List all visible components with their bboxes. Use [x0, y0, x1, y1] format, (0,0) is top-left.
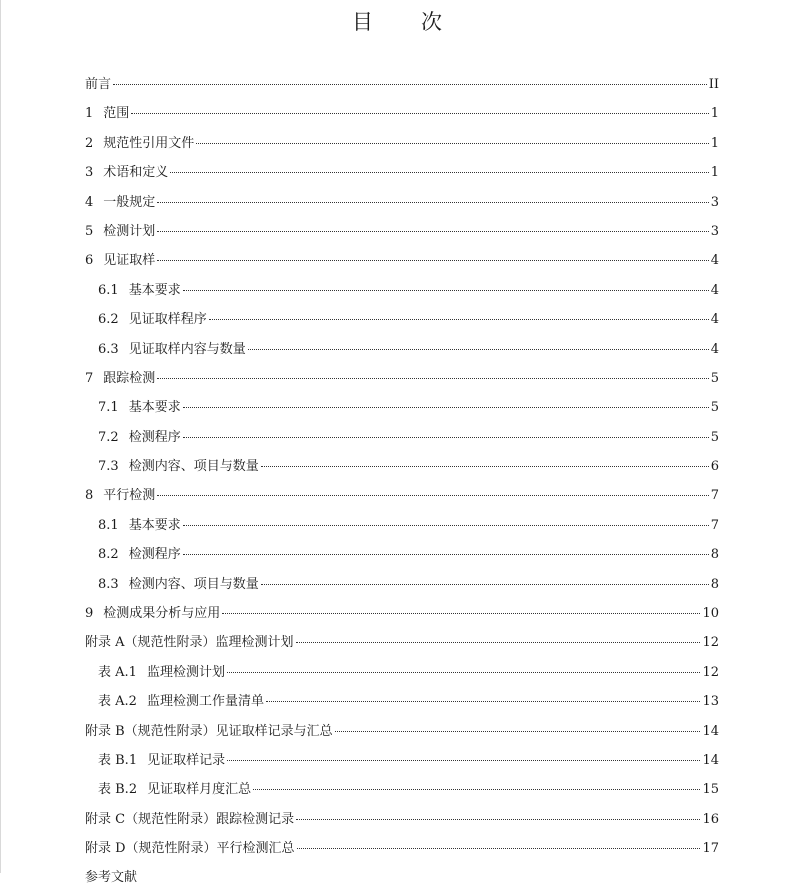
toc-entry-number: 表 B.2	[98, 782, 138, 798]
toc-entry-label	[85, 105, 129, 123]
toc-dot-leader	[297, 848, 701, 849]
toc-entry-label	[98, 546, 181, 564]
toc-entry-label	[85, 135, 194, 153]
page-left-border	[0, 0, 1, 873]
toc-entry-text: 一般规定	[103, 194, 156, 210]
toc-entry-label	[85, 76, 111, 94]
toc-entry-label	[85, 723, 333, 741]
toc-page-number: 8	[710, 576, 719, 592]
toc-dot-leader	[227, 760, 700, 761]
toc-entry[interactable]	[85, 223, 719, 252]
toc-entry-text: 跟踪检测	[103, 370, 156, 386]
toc-entry[interactable]	[85, 282, 719, 311]
toc-dot-leader	[209, 319, 709, 320]
toc-entry-label	[85, 252, 155, 270]
toc-entry-label	[98, 282, 181, 300]
toc-entry-label	[85, 223, 155, 241]
toc-entry-label	[98, 664, 225, 682]
toc-entry-label	[98, 311, 207, 329]
toc-entry[interactable]	[85, 840, 719, 869]
page-title	[0, 6, 794, 36]
toc-dot-leader	[261, 584, 709, 585]
toc-dot-leader	[157, 260, 708, 261]
toc-dot-leader	[183, 437, 709, 438]
toc-dot-leader	[335, 731, 701, 732]
toc-entry[interactable]	[85, 76, 719, 105]
toc-entry-number: 7.3	[98, 459, 119, 475]
toc-entry-number: 7	[85, 370, 94, 386]
toc-entry-label	[85, 840, 295, 858]
toc-dot-leader	[183, 290, 709, 291]
toc-entry-text: 见证取样内容与数量	[128, 341, 246, 357]
toc-entry-text: 见证取样	[103, 253, 156, 269]
toc-page-number: 8	[710, 547, 719, 563]
toc-entry[interactable]	[85, 664, 719, 693]
toc-entry[interactable]	[85, 811, 719, 840]
toc-entry-text: 检测程序	[128, 547, 181, 563]
toc-dot-leader	[266, 701, 701, 702]
toc-page-number: 4	[710, 341, 719, 357]
toc-entry-text: 见证取样程序	[128, 312, 207, 328]
toc-dot-leader	[183, 407, 709, 408]
toc-entry-text: 见证取样记录	[147, 752, 226, 768]
toc-page-number: 13	[702, 694, 719, 710]
toc-entry-number: 6.2	[98, 312, 119, 328]
toc-entry-text: 检测程序	[128, 429, 181, 445]
toc-entry-text: 规范性引用文件	[103, 135, 195, 151]
toc-page-number: 4	[710, 312, 719, 328]
toc-page-number: 12	[702, 635, 719, 651]
toc-entry-label	[85, 194, 155, 212]
toc-entry-text: 平行检测	[103, 488, 156, 504]
toc-entry-label	[98, 517, 181, 535]
toc-entry-number: 4	[85, 194, 94, 210]
toc-entry-label	[98, 752, 225, 770]
toc-entry[interactable]	[85, 634, 719, 663]
toc-page-number: 5	[710, 429, 719, 445]
title-char-1: 目	[352, 10, 373, 34]
toc-page-number: 1	[710, 106, 719, 122]
toc-entry-label	[98, 458, 259, 476]
toc-entry-number: 6.3	[98, 341, 119, 357]
toc-entry-number: 6.1	[98, 282, 119, 298]
toc-entry-number: 8.3	[98, 576, 119, 592]
toc-entry-text: 附录 A（规范性附录）监理检测计划	[85, 635, 294, 651]
toc-entry-text: 见证取样月度汇总	[147, 782, 252, 798]
toc-page-number: 15	[702, 782, 719, 798]
toc-entry[interactable]	[85, 693, 719, 722]
toc-dot-leader	[296, 642, 701, 643]
toc-entry-number: 1	[85, 106, 94, 122]
toc-entry[interactable]	[85, 252, 719, 281]
toc-page-number: 14	[702, 752, 719, 768]
toc-entry-number: 3	[85, 165, 94, 181]
toc-entry[interactable]	[85, 164, 719, 193]
toc-entry-text: 范围	[103, 106, 130, 122]
toc-dot-leader	[157, 378, 708, 379]
toc-entry-text: 术语和定义	[103, 165, 169, 181]
toc-page-number: 16	[702, 811, 719, 827]
toc-dot-leader	[131, 113, 708, 114]
toc-page-number: 1	[710, 165, 719, 181]
toc-page-number: 3	[710, 194, 719, 210]
toc-page-number: 4	[710, 253, 719, 269]
toc-entry[interactable]	[85, 723, 719, 752]
toc-entry-label	[85, 164, 168, 182]
toc-entry-label	[85, 605, 220, 623]
toc-page-number: 5	[710, 400, 719, 416]
toc-entry-label	[98, 693, 264, 711]
toc-page-number: 7	[710, 517, 719, 533]
toc-page-number: 3	[710, 223, 719, 239]
toc-dot-leader	[157, 495, 708, 496]
toc-dot-leader	[113, 84, 707, 85]
toc-dot-leader	[183, 554, 709, 555]
toc-entry-text: 附录 B（规范性附录）见证取样记录与汇总	[85, 723, 333, 739]
toc-entry-label	[98, 341, 246, 359]
toc-entry-label	[85, 370, 155, 388]
toc-entry-text: 检测内容、项目与数量	[128, 459, 259, 475]
toc-entry-label	[98, 576, 259, 594]
toc-entry[interactable]	[85, 458, 719, 487]
toc-entry-text: 基本要求	[128, 400, 181, 416]
toc-entry-label	[85, 487, 155, 505]
toc-entry[interactable]	[85, 487, 719, 516]
toc-entry[interactable]	[85, 399, 719, 428]
toc-entry-number: 5	[85, 223, 94, 239]
toc-entry[interactable]	[85, 341, 719, 370]
toc-page-number: 17	[702, 841, 719, 857]
toc-entry[interactable]	[85, 752, 719, 781]
toc-entry-label	[98, 429, 181, 447]
toc-entry-number: 表 A.2	[98, 694, 137, 710]
toc-entry-label	[98, 399, 181, 417]
toc-entry[interactable]	[85, 576, 719, 605]
toc-entry-number: 表 B.1	[98, 752, 138, 768]
toc-entry-text: 检测内容、项目与数量	[128, 576, 259, 592]
toc-entry[interactable]	[85, 311, 719, 340]
toc-entry-number: 表 A.1	[98, 664, 137, 680]
toc-entry-text: 附录 D（规范性附录）平行检测汇总	[85, 841, 295, 857]
title-char-2: 次	[421, 10, 442, 34]
toc-entry[interactable]	[85, 135, 719, 164]
toc-dot-leader	[227, 672, 701, 673]
toc-entry-number: 8.1	[98, 517, 119, 533]
toc-entry[interactable]	[85, 781, 719, 810]
toc-page-number: II	[708, 77, 719, 92]
toc-entry-text: 检测成果分析与应用	[103, 606, 221, 622]
toc-dot-leader	[196, 143, 708, 144]
toc-entry[interactable]	[85, 517, 719, 546]
toc-entry-text: 监理检测工作量清单	[146, 694, 264, 710]
table-of-contents	[85, 76, 719, 870]
toc-entry-label	[85, 634, 294, 652]
toc-entry-label	[85, 811, 294, 829]
toc-entry-text: 基本要求	[128, 282, 181, 298]
toc-page-number: 5	[710, 370, 719, 386]
toc-entry[interactable]	[85, 370, 719, 399]
toc-dot-leader	[222, 613, 700, 614]
toc-entry-text: 基本要求	[128, 517, 181, 533]
toc-dot-leader	[261, 466, 709, 467]
toc-entry-number: 6	[85, 253, 94, 269]
toc-entry-label	[98, 781, 251, 799]
toc-dot-leader	[248, 349, 709, 350]
toc-dot-leader	[253, 789, 700, 790]
toc-entry[interactable]	[85, 194, 719, 223]
toc-page-number: 10	[702, 606, 719, 622]
toc-dot-leader	[157, 231, 708, 232]
toc-entry[interactable]	[85, 546, 719, 575]
toc-page-number: 7	[710, 488, 719, 504]
toc-page-number: 12	[702, 664, 719, 680]
toc-dot-leader	[170, 172, 708, 173]
toc-entry-number: 8.2	[98, 547, 119, 563]
toc-entry-text: 附录 C（规范性附录）跟踪检测记录	[85, 811, 295, 827]
toc-entry[interactable]	[85, 429, 719, 458]
toc-entry-number: 8	[85, 488, 94, 504]
toc-page-number: 6	[710, 459, 719, 475]
toc-dot-leader	[296, 819, 700, 820]
toc-entry-number: 7.2	[98, 429, 119, 445]
toc-page-number: 1	[710, 135, 719, 151]
toc-entry[interactable]	[85, 105, 719, 134]
toc-entry-number: 2	[85, 135, 94, 151]
toc-page-number: 4	[710, 282, 719, 298]
toc-entry-number: 9	[85, 606, 94, 622]
toc-entry-text: 监理检测计划	[146, 664, 225, 680]
toc-entry-text: 前言	[85, 77, 112, 92]
toc-entry[interactable]	[85, 605, 719, 634]
toc-entry-partial: 参考文献	[85, 870, 138, 885]
toc-dot-leader	[183, 525, 709, 526]
toc-entry-number: 7.1	[98, 400, 119, 416]
toc-entry-text: 检测计划	[103, 223, 156, 239]
toc-page-number: 14	[702, 723, 719, 739]
toc-dot-leader	[157, 202, 708, 203]
